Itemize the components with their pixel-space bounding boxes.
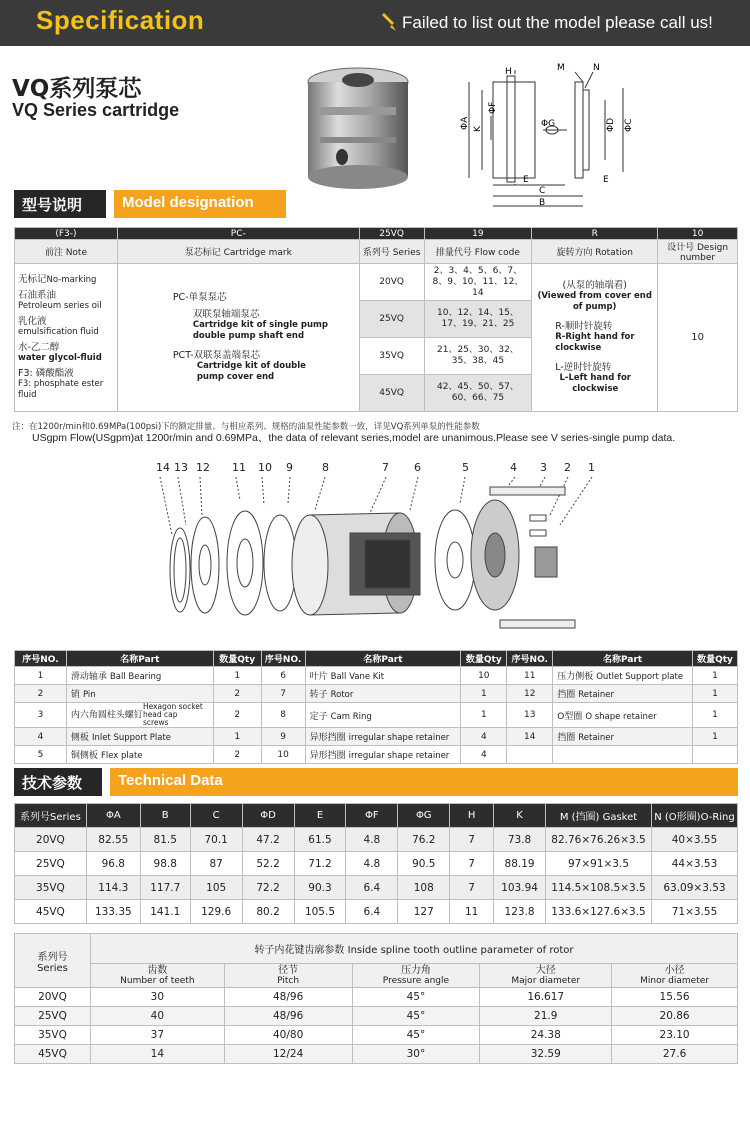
part-name: 定子 Cam Ring bbox=[305, 703, 461, 728]
parts-header-no-2: 序号NO. bbox=[261, 651, 305, 667]
tech-cell: 103.94 bbox=[494, 876, 546, 900]
tech-cell: 25VQ bbox=[15, 852, 87, 876]
label-b: B bbox=[539, 198, 546, 208]
callout-number: 8 bbox=[322, 461, 329, 474]
spline-table bbox=[14, 933, 738, 1064]
spline-cell: 25VQ bbox=[15, 1007, 91, 1026]
tech-cell: 97×91×3.5 bbox=[546, 852, 652, 876]
part-name: 侧板 Inlet Support Plate bbox=[66, 728, 213, 746]
parts-header-no-1: 序号NO. bbox=[15, 651, 67, 667]
tech-row bbox=[15, 900, 738, 924]
spline-cell: 30° bbox=[352, 1045, 480, 1064]
parts-header-part-2: 名称Part bbox=[305, 651, 461, 667]
spline-header: 压力角 Pressure angle bbox=[352, 964, 480, 988]
part-name: 挡圈 Retainer bbox=[553, 728, 693, 746]
tech-cell: 108 bbox=[398, 876, 450, 900]
tech-cell: 76.2 bbox=[398, 828, 450, 852]
tech-cell: 11 bbox=[450, 900, 494, 924]
col-design: 设计号 Design number bbox=[658, 240, 738, 264]
series-25vq: 25VQ bbox=[359, 301, 424, 338]
flow-25vq: 10、12、14、15、17、19、21、25 bbox=[424, 301, 532, 338]
part-number: 2 bbox=[15, 685, 67, 703]
part-qty: 1 bbox=[213, 728, 261, 746]
tech-cell: 129.6 bbox=[190, 900, 242, 924]
part-qty: 1 bbox=[461, 685, 507, 703]
part-number: 1 bbox=[15, 667, 67, 685]
col-mark: 泵芯标记 Cartridge mark bbox=[117, 240, 359, 264]
model-designation-header bbox=[14, 190, 274, 218]
tech-cell: 47.2 bbox=[242, 828, 294, 852]
spline-cell: 30 bbox=[90, 988, 224, 1007]
tech-cell: 73.8 bbox=[494, 828, 546, 852]
part-number bbox=[507, 746, 553, 764]
part-number: 10 bbox=[261, 746, 305, 764]
spline-cell: 21.9 bbox=[480, 1007, 612, 1026]
tech-header: ΦG bbox=[398, 804, 450, 828]
spline-header: 小径 Minor diameter bbox=[612, 964, 738, 988]
part-qty: 2 bbox=[213, 685, 261, 703]
spline-cell: 15.56 bbox=[612, 988, 738, 1007]
col-series: 系列号 Series bbox=[359, 240, 424, 264]
tech-cell: 82.55 bbox=[86, 828, 140, 852]
spline-cell: 20VQ bbox=[15, 988, 91, 1007]
note-cell: 无标记No-marking 石油系油 Petroleum series oil 乳化液 emulsification fluid 水-乙二醇 water glycol-fluid F3: 磷酸酯液 F3: phosphate ester fluid bbox=[15, 264, 118, 412]
part-name: 叶片 Ball Vane Kit bbox=[305, 667, 461, 685]
spline-cell: 27.6 bbox=[612, 1045, 738, 1064]
part-name: 铜侧板 Flex plate bbox=[66, 746, 213, 764]
callout-number: 6 bbox=[414, 461, 421, 474]
part-qty: 4 bbox=[461, 746, 507, 764]
part-qty bbox=[693, 746, 738, 764]
part-name: 异形挡圈 irregular shape retainer bbox=[305, 728, 461, 746]
flow-20vq: 2、3、4、5、6、7、8、9、10、11、12、14 bbox=[424, 264, 532, 301]
parts-row bbox=[15, 703, 738, 728]
spec-title: Specification bbox=[36, 5, 205, 35]
footnote-cn: 注：在1200r/min和0.69MPa(100psi)下的额定排量、与相应系列、规格的油泵性能参数一致，详见VQ系列单泵的性能参数 bbox=[12, 422, 480, 432]
model-designation-cn: 型号说明 bbox=[14, 190, 106, 218]
series-45vq: 45VQ bbox=[359, 375, 424, 412]
tech-header: C bbox=[190, 804, 242, 828]
part-qty: 1 bbox=[693, 703, 738, 728]
flow-35vq: 21、25、30、32、35、38、45 bbox=[424, 338, 532, 375]
callout-number: 1 bbox=[588, 461, 595, 474]
tech-cell: 52.2 bbox=[242, 852, 294, 876]
spline-cell: 32.59 bbox=[480, 1045, 612, 1064]
tech-cell: 90.3 bbox=[294, 876, 346, 900]
tech-cell: 82.76×76.26×3.5 bbox=[546, 828, 652, 852]
tech-header: K bbox=[494, 804, 546, 828]
callout-number: 3 bbox=[540, 461, 547, 474]
cartridge-photo bbox=[300, 62, 415, 192]
spline-cell: 23.10 bbox=[612, 1026, 738, 1045]
tech-cell: 35VQ bbox=[15, 876, 87, 900]
part-name: 内六角圆柱头螺钉Hexagon socket head cap screws bbox=[66, 703, 213, 728]
parts-row bbox=[15, 685, 738, 703]
call-text: Failed to list out the model please call us! bbox=[402, 13, 713, 32]
callout-number: 12 bbox=[196, 461, 210, 474]
spline-cell: 45° bbox=[352, 1026, 480, 1045]
tech-cell: 44×3.53 bbox=[651, 852, 737, 876]
tech-cell: 72.2 bbox=[242, 876, 294, 900]
part-qty: 10 bbox=[461, 667, 507, 685]
col-rotation: 旋转方向 Rotation bbox=[532, 240, 658, 264]
tech-row bbox=[15, 852, 738, 876]
spline-cell: 48/96 bbox=[224, 1007, 352, 1026]
flow-45vq: 42、45、50、57、60、66、75 bbox=[424, 375, 532, 412]
code-series: 25VQ bbox=[359, 228, 424, 240]
label-m: M bbox=[557, 63, 565, 73]
parts-row bbox=[15, 667, 738, 685]
spline-header: 径节 Pitch bbox=[224, 964, 352, 988]
part-qty: 1 bbox=[693, 667, 738, 685]
tech-cell: 63.09×3.53 bbox=[651, 876, 737, 900]
tech-cell: 71.2 bbox=[294, 852, 346, 876]
spline-cell: 40 bbox=[90, 1007, 224, 1026]
spline-cell: 45VQ bbox=[15, 1045, 91, 1064]
label-d: ΦD bbox=[606, 117, 616, 132]
tech-cell: 133.6×127.6×3.5 bbox=[546, 900, 652, 924]
spline-series-label: 系列号 Series bbox=[15, 934, 91, 988]
spline-row bbox=[15, 1007, 738, 1026]
label-g: ΦG bbox=[541, 119, 556, 129]
col-flow: 排量代号 Flow code bbox=[424, 240, 532, 264]
rotation-cell: (从泵的轴端看) (Viewed from cover end of pump) R-顺时针旋转 R-Right hand for clockwise L-逆时针旋转 L-Left hand for clockwise bbox=[532, 264, 658, 412]
part-qty: 1 bbox=[213, 667, 261, 685]
spline-title: 转子内花键齿廓参数 Inside spline tooth outline parameter of rotor bbox=[90, 934, 737, 964]
tech-row bbox=[15, 876, 738, 900]
part-number: 3 bbox=[15, 703, 67, 728]
callout-number: 2 bbox=[564, 461, 571, 474]
part-name: 转子 Rotor bbox=[305, 685, 461, 703]
spline-cell: 48/96 bbox=[224, 988, 352, 1007]
code-mark: PC- bbox=[117, 228, 359, 240]
tech-cell: 90.5 bbox=[398, 852, 450, 876]
callout-number: 10 bbox=[258, 461, 272, 474]
parts-header-part-1: 名称Part bbox=[66, 651, 213, 667]
tech-header: B bbox=[140, 804, 190, 828]
code-rotation: R bbox=[532, 228, 658, 240]
part-qty: 1 bbox=[693, 728, 738, 746]
label-f: ΦF bbox=[488, 101, 498, 114]
mark-cell: PC-单泵泵芯 双联泵轴端泵芯 Cartridge kit of single pump double pump shaft end PCT-双联泵盖端泵芯 Cartridge kit of double pump cover end bbox=[117, 264, 359, 412]
label-c-dia: ΦC bbox=[624, 118, 634, 132]
tech-cell: 81.5 bbox=[140, 828, 190, 852]
tech-cell: 105.5 bbox=[294, 900, 346, 924]
part-qty: 4 bbox=[461, 728, 507, 746]
spline-header: 大径 Major diameter bbox=[480, 964, 612, 988]
code-design: 10 bbox=[658, 228, 738, 240]
callout-number: 4 bbox=[510, 461, 517, 474]
part-name: O型圈 O shape retainer bbox=[553, 703, 693, 728]
tech-header: 系列号Series bbox=[15, 804, 87, 828]
label-k: K bbox=[473, 126, 483, 132]
tech-cell: 105 bbox=[190, 876, 242, 900]
tech-cell: 7 bbox=[450, 876, 494, 900]
code-note: (F3-) bbox=[15, 228, 118, 240]
tech-header: ΦF bbox=[346, 804, 398, 828]
part-name: 滑动轴承 Ball Bearing bbox=[66, 667, 213, 685]
tech-cell: 4.8 bbox=[346, 828, 398, 852]
callout-number: 14 bbox=[156, 461, 170, 474]
parts-row bbox=[15, 746, 738, 764]
tech-cell: 98.8 bbox=[140, 852, 190, 876]
parts-header-qty-1: 数量Qty bbox=[213, 651, 261, 667]
technical-data-en: Technical Data bbox=[110, 768, 738, 796]
label-c: C bbox=[539, 186, 546, 196]
technical-data-header bbox=[14, 768, 738, 796]
part-number: 8 bbox=[261, 703, 305, 728]
part-number: 6 bbox=[261, 667, 305, 685]
spline-cell: 45° bbox=[352, 988, 480, 1007]
col-note: 前注 Note bbox=[15, 240, 118, 264]
tech-cell: 80.2 bbox=[242, 900, 294, 924]
part-number: 14 bbox=[507, 728, 553, 746]
spline-cell: 12/24 bbox=[224, 1045, 352, 1064]
top-banner bbox=[0, 0, 750, 46]
tech-cell: 4.8 bbox=[346, 852, 398, 876]
spline-cell: 40/80 bbox=[224, 1026, 352, 1045]
tech-cell: 141.1 bbox=[140, 900, 190, 924]
part-number: 4 bbox=[15, 728, 67, 746]
parts-header-qty-3: 数量Qty bbox=[693, 651, 738, 667]
tech-cell: 40×3.55 bbox=[651, 828, 737, 852]
technical-data-cn: 技术参数 bbox=[14, 768, 102, 796]
part-qty: 1 bbox=[693, 685, 738, 703]
tech-cell: 114.3 bbox=[86, 876, 140, 900]
part-qty: 1 bbox=[461, 703, 507, 728]
footnote-en: USgpm Flow(USgpm)at 1200r/min and 0.69MPa、the data of relevant series,model are unanimous.Please see V series-single pump data. bbox=[32, 432, 676, 444]
callout-number: 7 bbox=[382, 461, 389, 474]
callout-number: 9 bbox=[286, 461, 293, 474]
part-name bbox=[553, 746, 693, 764]
tech-cell: 7 bbox=[450, 852, 494, 876]
label-e2: E bbox=[603, 175, 609, 185]
spline-cell: 37 bbox=[90, 1026, 224, 1045]
label-e: E bbox=[523, 175, 529, 185]
tech-header: ΦD bbox=[242, 804, 294, 828]
tech-cell: 70.1 bbox=[190, 828, 242, 852]
spline-header: 齿数 Number of teeth bbox=[90, 964, 224, 988]
part-name: 异形挡圈 irregular shape retainer bbox=[305, 746, 461, 764]
tech-cell: 96.8 bbox=[86, 852, 140, 876]
tech-cell: 123.8 bbox=[494, 900, 546, 924]
parts-header-part-3: 名称Part bbox=[553, 651, 693, 667]
tech-cell: 87 bbox=[190, 852, 242, 876]
tech-header: M (挡圈) Gasket bbox=[546, 804, 652, 828]
part-number: 9 bbox=[261, 728, 305, 746]
callout-number: 13 bbox=[174, 461, 188, 474]
tech-cell: 88.19 bbox=[494, 852, 546, 876]
parts-table bbox=[14, 650, 738, 764]
parts-header-no-3: 序号NO. bbox=[507, 651, 553, 667]
part-qty: 2 bbox=[213, 703, 261, 728]
tech-cell: 20VQ bbox=[15, 828, 87, 852]
part-name: 挡圈 Retainer bbox=[553, 685, 693, 703]
model-designation-en: Model designation bbox=[114, 190, 286, 218]
tech-row bbox=[15, 828, 738, 852]
part-name: 销 Pin bbox=[66, 685, 213, 703]
tech-cell: 6.4 bbox=[346, 876, 398, 900]
tech-cell: 133.35 bbox=[86, 900, 140, 924]
label-h: H bbox=[505, 67, 512, 77]
label-n: N bbox=[593, 63, 600, 73]
series-20vq: 20VQ bbox=[359, 264, 424, 301]
spline-cell: 16.617 bbox=[480, 988, 612, 1007]
pen-icon bbox=[380, 11, 398, 33]
title-cn: VQ系列泵芯 bbox=[12, 76, 142, 102]
model-designation-table bbox=[14, 227, 738, 412]
callout-number: 11 bbox=[232, 461, 246, 474]
parts-row bbox=[15, 728, 738, 746]
parts-header-qty-2: 数量Qty bbox=[461, 651, 507, 667]
technical-table bbox=[14, 803, 738, 924]
dimension-drawing bbox=[455, 60, 655, 210]
spline-cell: 35VQ bbox=[15, 1026, 91, 1045]
tech-cell: 45VQ bbox=[15, 900, 87, 924]
part-number: 13 bbox=[507, 703, 553, 728]
part-number: 12 bbox=[507, 685, 553, 703]
code-flow: 19 bbox=[424, 228, 532, 240]
tech-cell: 117.7 bbox=[140, 876, 190, 900]
spline-cell: 24.38 bbox=[480, 1026, 612, 1045]
spline-cell: 20.86 bbox=[612, 1007, 738, 1026]
tech-cell: 71×3.55 bbox=[651, 900, 737, 924]
part-number: 5 bbox=[15, 746, 67, 764]
label-a: ΦA bbox=[460, 116, 470, 130]
tech-cell: 127 bbox=[398, 900, 450, 924]
part-qty: 2 bbox=[213, 746, 261, 764]
tech-header: H bbox=[450, 804, 494, 828]
tech-cell: 61.5 bbox=[294, 828, 346, 852]
part-name: 压力侧板 Outlet Support plate bbox=[553, 667, 693, 685]
series-35vq: 35VQ bbox=[359, 338, 424, 375]
callout-number: 5 bbox=[462, 461, 469, 474]
title-en: VQ Series cartridge bbox=[12, 100, 180, 120]
tech-cell: 7 bbox=[450, 828, 494, 852]
spline-row bbox=[15, 988, 738, 1007]
exploded-view bbox=[150, 455, 610, 640]
tech-header: ΦA bbox=[86, 804, 140, 828]
spline-row bbox=[15, 1045, 738, 1064]
tech-header: E bbox=[294, 804, 346, 828]
design-number: 10 bbox=[658, 264, 738, 412]
tech-cell: 6.4 bbox=[346, 900, 398, 924]
part-number: 7 bbox=[261, 685, 305, 703]
tech-header: N (O形圈)O-Ring bbox=[651, 804, 737, 828]
part-number: 11 bbox=[507, 667, 553, 685]
spline-row bbox=[15, 1026, 738, 1045]
tech-cell: 114.5×108.5×3.5 bbox=[546, 876, 652, 900]
spline-cell: 45° bbox=[352, 1007, 480, 1026]
spline-cell: 14 bbox=[90, 1045, 224, 1064]
